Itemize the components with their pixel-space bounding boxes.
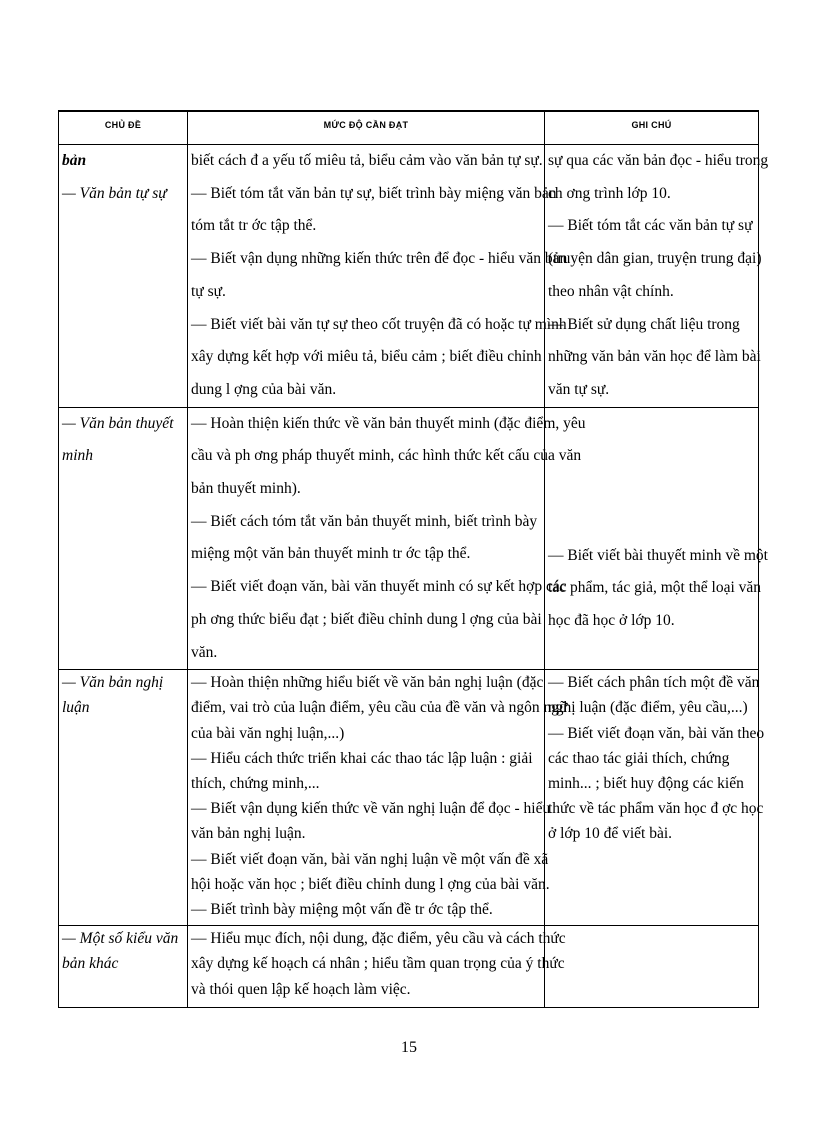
note-line: nghị luận (đặc điểm, yêu cầu,...) bbox=[548, 699, 748, 717]
requirement-line: dung l ợng của bài văn. bbox=[191, 380, 337, 398]
requirement-line: cầu và ph ơng pháp thuyết minh, các hình thức kết cấu của văn bbox=[191, 447, 582, 465]
requirement-line: văn bản nghị luận. bbox=[191, 825, 306, 843]
topic-line: — Một số kiểu văn bbox=[62, 930, 179, 948]
requirement-line: biết cách đ a yếu tố miêu tả, biểu cảm vào văn bản tự sự. bbox=[191, 152, 543, 169]
requirements-cell bbox=[188, 670, 568, 926]
requirement-line: xây dựng kết hợp với miêu tả, biểu cảm ; biết điều chỉnh bbox=[191, 348, 542, 366]
note-line: các thao tác giải thích, chứng bbox=[548, 749, 730, 767]
notes-cell bbox=[545, 670, 765, 926]
note-line: minh... ; biết huy động các kiến bbox=[548, 775, 744, 793]
topic-cell bbox=[59, 145, 188, 408]
table-row bbox=[59, 926, 759, 1008]
note-line: ở lớp 10 để viết bài. bbox=[548, 825, 673, 843]
requirement-line: — Hoàn thiện những hiểu biết về văn bản nghị luận (đặc bbox=[191, 674, 544, 692]
table-row bbox=[59, 670, 759, 926]
requirement-line: tự sự. bbox=[191, 282, 226, 300]
requirement-line: của bài văn nghị luận,...) bbox=[191, 724, 345, 742]
requirement-line: thích, chứng minh,... bbox=[191, 775, 320, 793]
topic-line: minh bbox=[62, 447, 93, 465]
requirement-line: — Biết vận dụng kiến thức về văn nghị luận để đọc - hiểu bbox=[191, 800, 551, 818]
requirement-line: văn. bbox=[191, 643, 218, 661]
requirement-line: — Hiểu mục đích, nội dung, đặc điểm, yêu cầu và cách thức bbox=[191, 930, 566, 948]
topic-line: luận bbox=[62, 699, 90, 717]
requirement-line: ph ơng thức biểu đạt ; biết điều chỉnh dung l ợng của bài bbox=[191, 610, 542, 628]
note-line: theo nhân vật chính. bbox=[548, 282, 674, 300]
header-topic: CHỦ ĐỀ bbox=[59, 111, 188, 145]
requirement-line: — Biết viết bài văn tự sự theo cốt truyện đã có hoặc tự mình bbox=[191, 315, 567, 333]
requirement-line: xây dựng kế hoạch cá nhân ; hiểu tầm quan trọng của ý thức bbox=[191, 955, 565, 973]
note-line: tác phẩm, tác giả, một thể loại văn bbox=[548, 579, 762, 597]
topic-line: bản bbox=[62, 152, 87, 169]
note-line: (truyện dân gian, truyện trung đại) bbox=[548, 250, 762, 268]
note-line: văn tự sự. bbox=[548, 380, 610, 398]
requirement-line: điểm, vai trò của luận điểm, yêu cầu của đề văn và ngôn ngữ bbox=[191, 699, 568, 717]
requirement-line: — Hiểu cách thức triển khai các thao tác lập luận : giải bbox=[191, 749, 533, 767]
note-line: thức về tác phẩm văn học đ ợc học bbox=[548, 800, 764, 818]
note-line: sự qua các văn bản đọc - hiểu trong bbox=[548, 152, 769, 169]
note-line: ch ơng trình lớp 10. bbox=[548, 184, 671, 202]
requirement-line: — Biết viết đoạn văn, bài văn nghị luận về một vấn đề xã bbox=[191, 850, 549, 868]
header-requirements: MỨC ĐỘ CẦN ĐẠT bbox=[188, 111, 545, 145]
requirement-line: — Biết trình bày miệng một vấn đề tr ớc tập thể. bbox=[191, 901, 493, 919]
topic-cell bbox=[59, 407, 188, 670]
note-line: — Biết tóm tắt các văn bản tự sự bbox=[548, 217, 753, 235]
notes-cell bbox=[545, 926, 759, 1008]
requirement-line: — Biết viết đoạn văn, bài văn thuyết minh có sự kết hợp các bbox=[191, 578, 567, 596]
table-row bbox=[59, 407, 759, 670]
curriculum-table bbox=[58, 110, 769, 1008]
table-header-row bbox=[59, 111, 759, 145]
note-line: những văn bản văn học để làm bài bbox=[548, 348, 761, 366]
requirements-cell bbox=[188, 407, 586, 670]
requirement-line: miệng một văn bản thuyết minh tr ớc tập thể. bbox=[191, 545, 471, 563]
requirement-line: — Biết cách tóm tắt văn bản thuyết minh, biết trình bày bbox=[191, 512, 538, 530]
topic-line: — Văn bản nghị bbox=[62, 674, 164, 692]
requirement-line: tóm tắt tr ớc tập thể. bbox=[191, 217, 317, 235]
notes-cell bbox=[545, 145, 769, 408]
note-line: — Biết cách phân tích một đề văn bbox=[548, 674, 760, 692]
requirement-line: bản thuyết minh). bbox=[191, 480, 301, 498]
requirements-cell bbox=[188, 145, 568, 408]
note-line: học đã học ở lớp 10. bbox=[548, 612, 675, 630]
topic-line: — Văn bản tự sự bbox=[62, 184, 167, 202]
note-line: — Biết sử dụng chất liệu trong bbox=[548, 315, 740, 333]
page-number: 15 bbox=[401, 1039, 417, 1056]
note-line: — Biết viết bài thuyết minh về một bbox=[548, 546, 768, 564]
requirement-line: — Biết tóm tắt văn bản tự sự, biết trình bày miệng văn bản bbox=[191, 184, 557, 202]
requirements-cell bbox=[188, 926, 566, 1008]
table-row bbox=[59, 145, 759, 408]
note-line: — Biết viết đoạn văn, bài văn theo bbox=[548, 724, 765, 742]
requirement-line: — Biết vận dụng những kiến thức trên để đọc - hiểu văn bản bbox=[191, 250, 568, 268]
topic-line: bản khác bbox=[62, 955, 119, 973]
topic-cell bbox=[59, 670, 188, 926]
requirement-line: — Hoàn thiện kiến thức về văn bản thuyết minh (đặc điểm, yêu bbox=[191, 414, 586, 432]
topic-cell bbox=[59, 926, 188, 1008]
requirement-line: và thói quen lập kế hoạch làm việc. bbox=[191, 980, 411, 998]
header-notes: GHI CHÚ bbox=[545, 111, 759, 145]
topic-line: — Văn bản thuyết bbox=[62, 414, 174, 432]
requirement-line: hội hoặc văn học ; biết điều chỉnh dung l ợng của bài văn. bbox=[191, 875, 550, 893]
